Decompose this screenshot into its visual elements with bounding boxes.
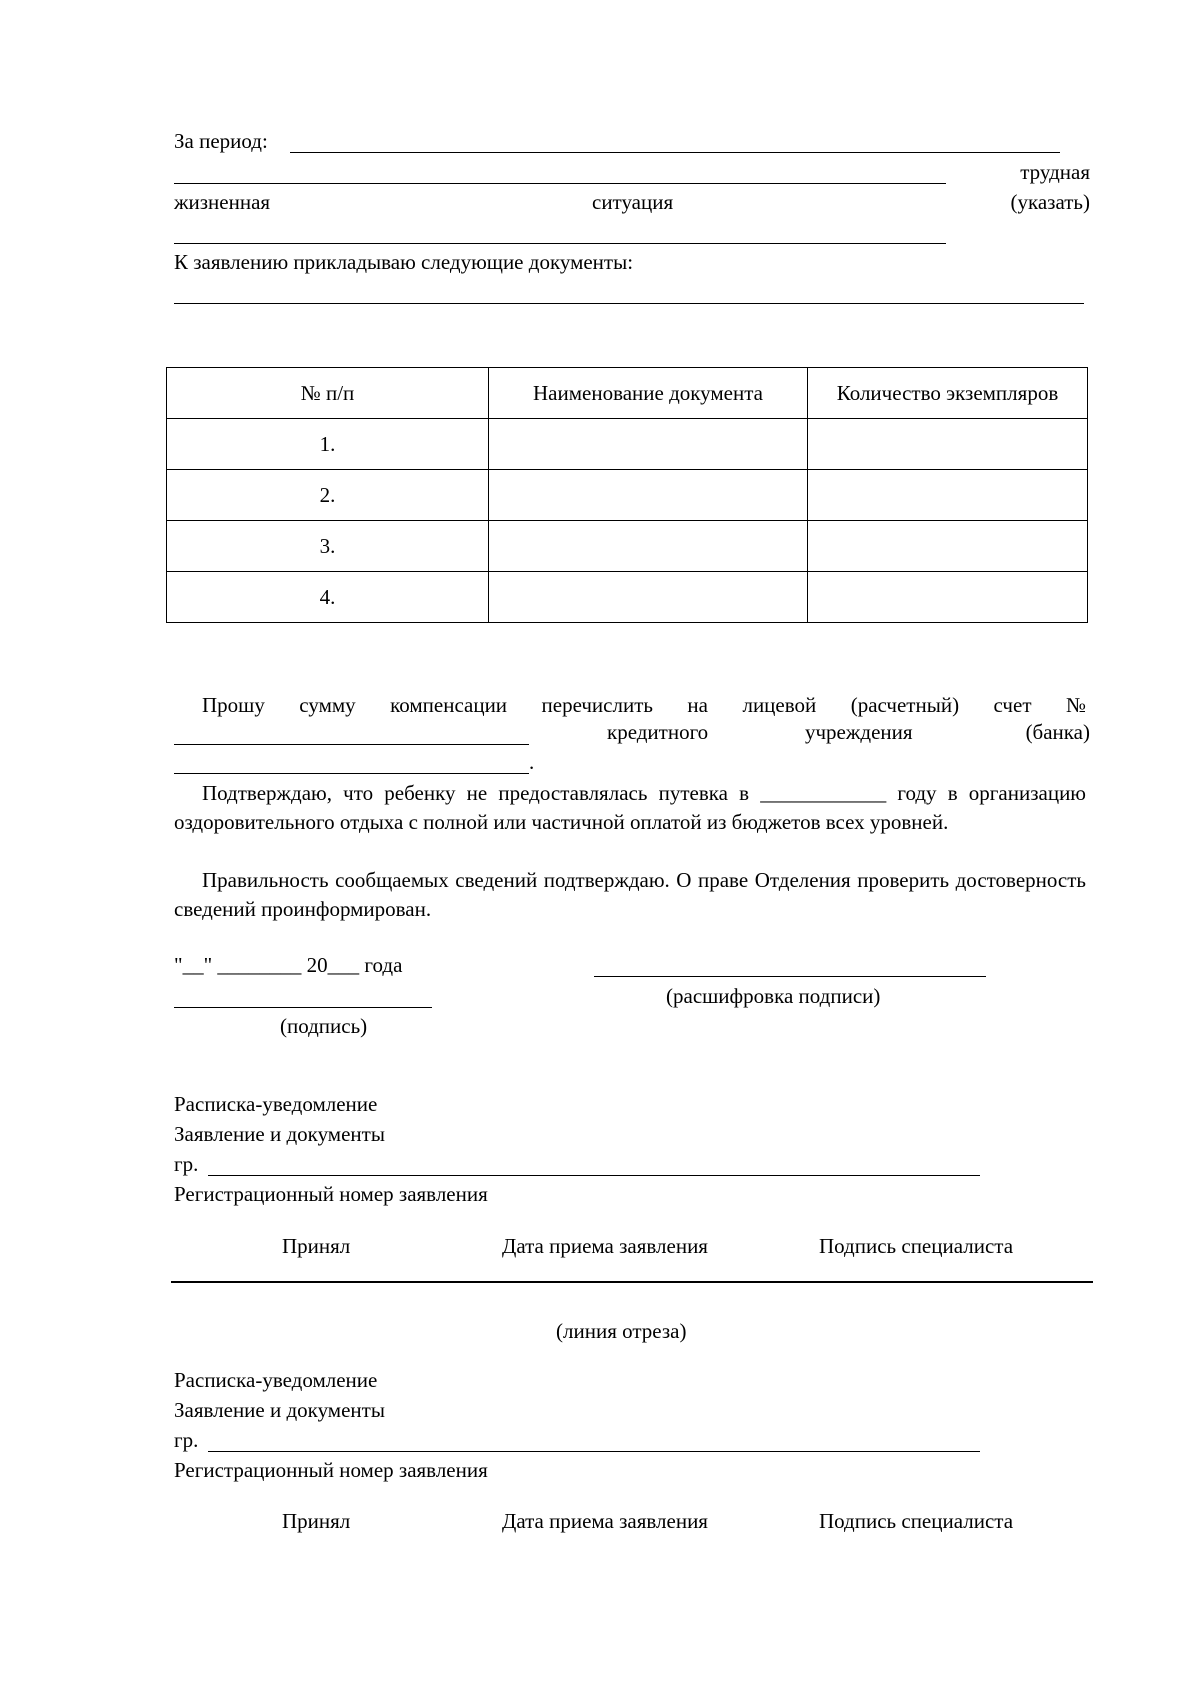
citizen-name-line[interactable] <box>208 1175 980 1176</box>
situation-field-line[interactable] <box>174 183 946 184</box>
receipt-docs: Заявление и документы <box>174 1398 385 1422</box>
documents-table <box>166 367 1088 623</box>
confirm-text-end: году в организацию оздоровительного отдыха с полной или частичной оплатой из бюджетов всех уровней. <box>174 781 1086 834</box>
decoding-label: (расшифровка подписи) <box>666 984 881 1008</box>
specialist-sign-label: Подпись специалиста <box>819 1234 1014 1258</box>
receipt-reg-number: Регистрационный номер заявления <box>174 1182 488 1206</box>
accepted-label: Принял <box>282 1234 351 1258</box>
specialist-sign-label: Подпись специалиста <box>819 1509 1014 1533</box>
copies-cell[interactable] <box>808 572 1088 623</box>
document-name-cell[interactable] <box>489 419 808 470</box>
document-name-cell[interactable] <box>489 470 808 521</box>
bank-name-line[interactable] <box>174 773 529 774</box>
signature-label: (подпись) <box>280 1014 368 1038</box>
receipt-reg-number: Регистрационный номер заявления <box>174 1458 488 1482</box>
signature-line[interactable] <box>174 1007 432 1008</box>
year-blank[interactable]: ____________ <box>760 781 887 805</box>
receipt-docs: Заявление и документы <box>174 1122 385 1146</box>
request-text: Прошу сумму компенсации перечислить на лицевой (расчетный) счет № <box>202 693 1086 717</box>
situation-specify-line[interactable] <box>174 243 946 244</box>
document-name-cell[interactable] <box>489 572 808 623</box>
table-row <box>167 419 1088 470</box>
accuracy-paragraph: Правильность сообщаемых сведений подтверждаю. О праве Отделения проверить достоверность сведений проинформирован. <box>174 868 1086 921</box>
table-header-row <box>167 368 1088 419</box>
copies-cell[interactable] <box>808 470 1088 521</box>
signature-decoding-line[interactable] <box>594 976 986 977</box>
attach-label: К заявлению прикладываю следующие документы: <box>174 250 634 274</box>
attachments-line[interactable] <box>174 303 1084 304</box>
header-copies: Количество экземпляров <box>808 368 1088 419</box>
word-difficult: трудная <box>1020 160 1090 184</box>
word-bank: (банка) <box>1025 720 1090 744</box>
date-received-label: Дата приема заявления <box>502 1509 708 1533</box>
confirm-text-start: Подтверждаю, что ребенку не предоставлялась путевка в <box>202 781 750 805</box>
receipt-citizen: гр. <box>174 1428 199 1452</box>
word-credit: кредитного <box>607 720 709 744</box>
receipt-title: Расписка-уведомление <box>174 1368 378 1392</box>
word-life: жизненная <box>174 190 271 214</box>
receipt-citizen: гр. <box>174 1152 199 1176</box>
header-number: № п/п <box>167 368 489 419</box>
table-row <box>167 572 1088 623</box>
copies-cell[interactable] <box>808 521 1088 572</box>
receipt-title: Расписка-уведомление <box>174 1092 378 1116</box>
document-name-cell[interactable] <box>489 521 808 572</box>
period-field-line[interactable] <box>290 152 1060 153</box>
copies-cell[interactable] <box>808 419 1088 470</box>
word-situation: ситуация <box>592 190 674 214</box>
row-number: 1. <box>167 419 489 470</box>
accepted-label: Принял <box>282 1509 351 1533</box>
request-period: . <box>529 750 535 774</box>
confirm-paragraph <box>174 779 1086 837</box>
table-row <box>167 521 1088 572</box>
row-number: 3. <box>167 521 489 572</box>
row-number: 4. <box>167 572 489 623</box>
account-number-line[interactable] <box>174 744 529 745</box>
table-row <box>167 470 1088 521</box>
period-label: За период: <box>174 129 268 153</box>
word-institution: учреждения <box>805 720 913 744</box>
row-number: 2. <box>167 470 489 521</box>
date-received-label: Дата приема заявления <box>502 1234 708 1258</box>
citizen-name-line[interactable] <box>208 1451 980 1452</box>
cut-divider <box>171 1281 1093 1283</box>
cut-line-label: (линия отреза) <box>556 1319 687 1343</box>
header-document-name: Наименование документа <box>489 368 808 419</box>
word-specify: (указать) <box>1010 190 1090 214</box>
date-line[interactable]: "__" ________ 20___ года <box>174 953 403 977</box>
